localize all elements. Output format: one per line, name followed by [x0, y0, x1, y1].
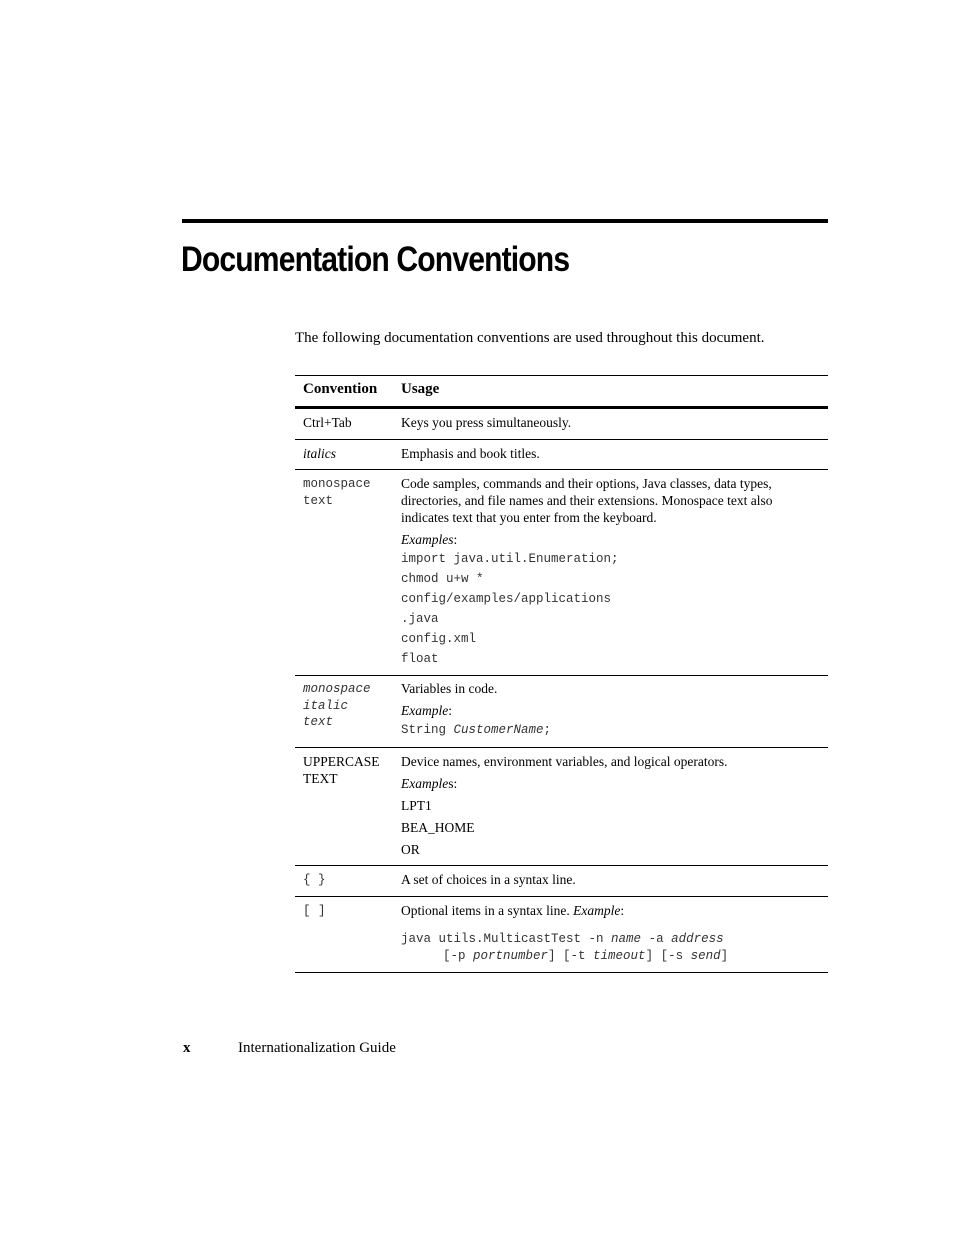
usage-cell	[401, 902, 821, 965]
convention-cell: Ctrl+Tab	[303, 415, 352, 430]
usage-cell: A set of choices in a syntax line.	[401, 872, 576, 887]
example-value: OR	[401, 842, 420, 857]
page-title: Documentation Conventions	[181, 240, 570, 279]
example-value: LPT1	[401, 798, 432, 813]
convention-cell: monospace text	[303, 477, 371, 508]
examples-label: Examples:	[401, 532, 458, 547]
syntax-segment: ] [-t	[548, 949, 594, 963]
code-example: float	[401, 652, 439, 666]
syntax-segment: address	[671, 932, 724, 946]
syntax-segment: name	[611, 932, 642, 946]
usage-line: Device names, environment variables, and logical operators.	[401, 754, 728, 769]
code-example: config/examples/applications	[401, 592, 612, 606]
syntax-segment: timeout	[593, 949, 646, 963]
table-row	[295, 676, 828, 748]
convention-cell: UPPERCASE TEXT	[303, 754, 380, 786]
usage-line: Optional items in a syntax line. Example:	[401, 903, 625, 918]
code-example: .java	[401, 612, 439, 626]
table-header	[295, 375, 828, 409]
example-value: BEA_HOME	[401, 820, 475, 835]
example-label: Example:	[401, 703, 452, 718]
usage-cell: Keys you press simultaneously.	[401, 415, 572, 430]
convention-cell: monospace italic text	[303, 682, 371, 729]
usage-cell	[401, 475, 821, 668]
syntax-segment: send	[690, 949, 721, 963]
usage-cell	[401, 753, 821, 858]
header-usage: Usage	[401, 381, 440, 397]
syntax-segment: -a	[641, 932, 672, 946]
syntax-segment: ]	[720, 949, 729, 963]
table-row	[295, 866, 828, 897]
title-rule	[182, 219, 828, 223]
examples-label: Examples:	[401, 776, 458, 791]
code-example: chmod u+w *	[401, 572, 484, 586]
syntax-line	[401, 948, 821, 965]
convention-cell: italics	[303, 446, 336, 461]
conventions-table	[295, 375, 828, 973]
usage-cell	[401, 680, 821, 739]
code-example: String CustomerName;	[401, 723, 552, 737]
usage-cell: Emphasis and book titles.	[401, 446, 540, 461]
syntax-segment: [-p	[443, 949, 474, 963]
convention-cell: [ ]	[303, 904, 326, 918]
page-number: x	[183, 1040, 191, 1056]
syntax-segment: ] [-s	[645, 949, 691, 963]
footer-book-title: Internationalization Guide	[238, 1040, 396, 1056]
usage-line: directories, and file names and their extensions. Monospace text also	[401, 493, 773, 508]
usage-line: Variables in code.	[401, 681, 498, 696]
code-example: import java.util.Enumeration;	[401, 552, 619, 566]
convention-cell: { }	[303, 873, 326, 887]
header-convention: Convention	[303, 381, 378, 397]
intro-text: The following documentation conventions are used throughout this document.	[295, 330, 765, 346]
table-row	[295, 897, 828, 973]
syntax-line	[401, 931, 821, 948]
usage-line: indicates text that you enter from the keyboard.	[401, 510, 657, 525]
syntax-segment: portnumber	[473, 949, 549, 963]
code-example: config.xml	[401, 632, 477, 646]
table-row	[295, 748, 828, 866]
table-row	[295, 470, 828, 676]
usage-line: Code samples, commands and their options, Java classes, data types,	[401, 476, 772, 491]
table-row	[295, 409, 828, 440]
table-row	[295, 440, 828, 470]
syntax-segment: java utils.MulticastTest -n	[401, 932, 612, 946]
